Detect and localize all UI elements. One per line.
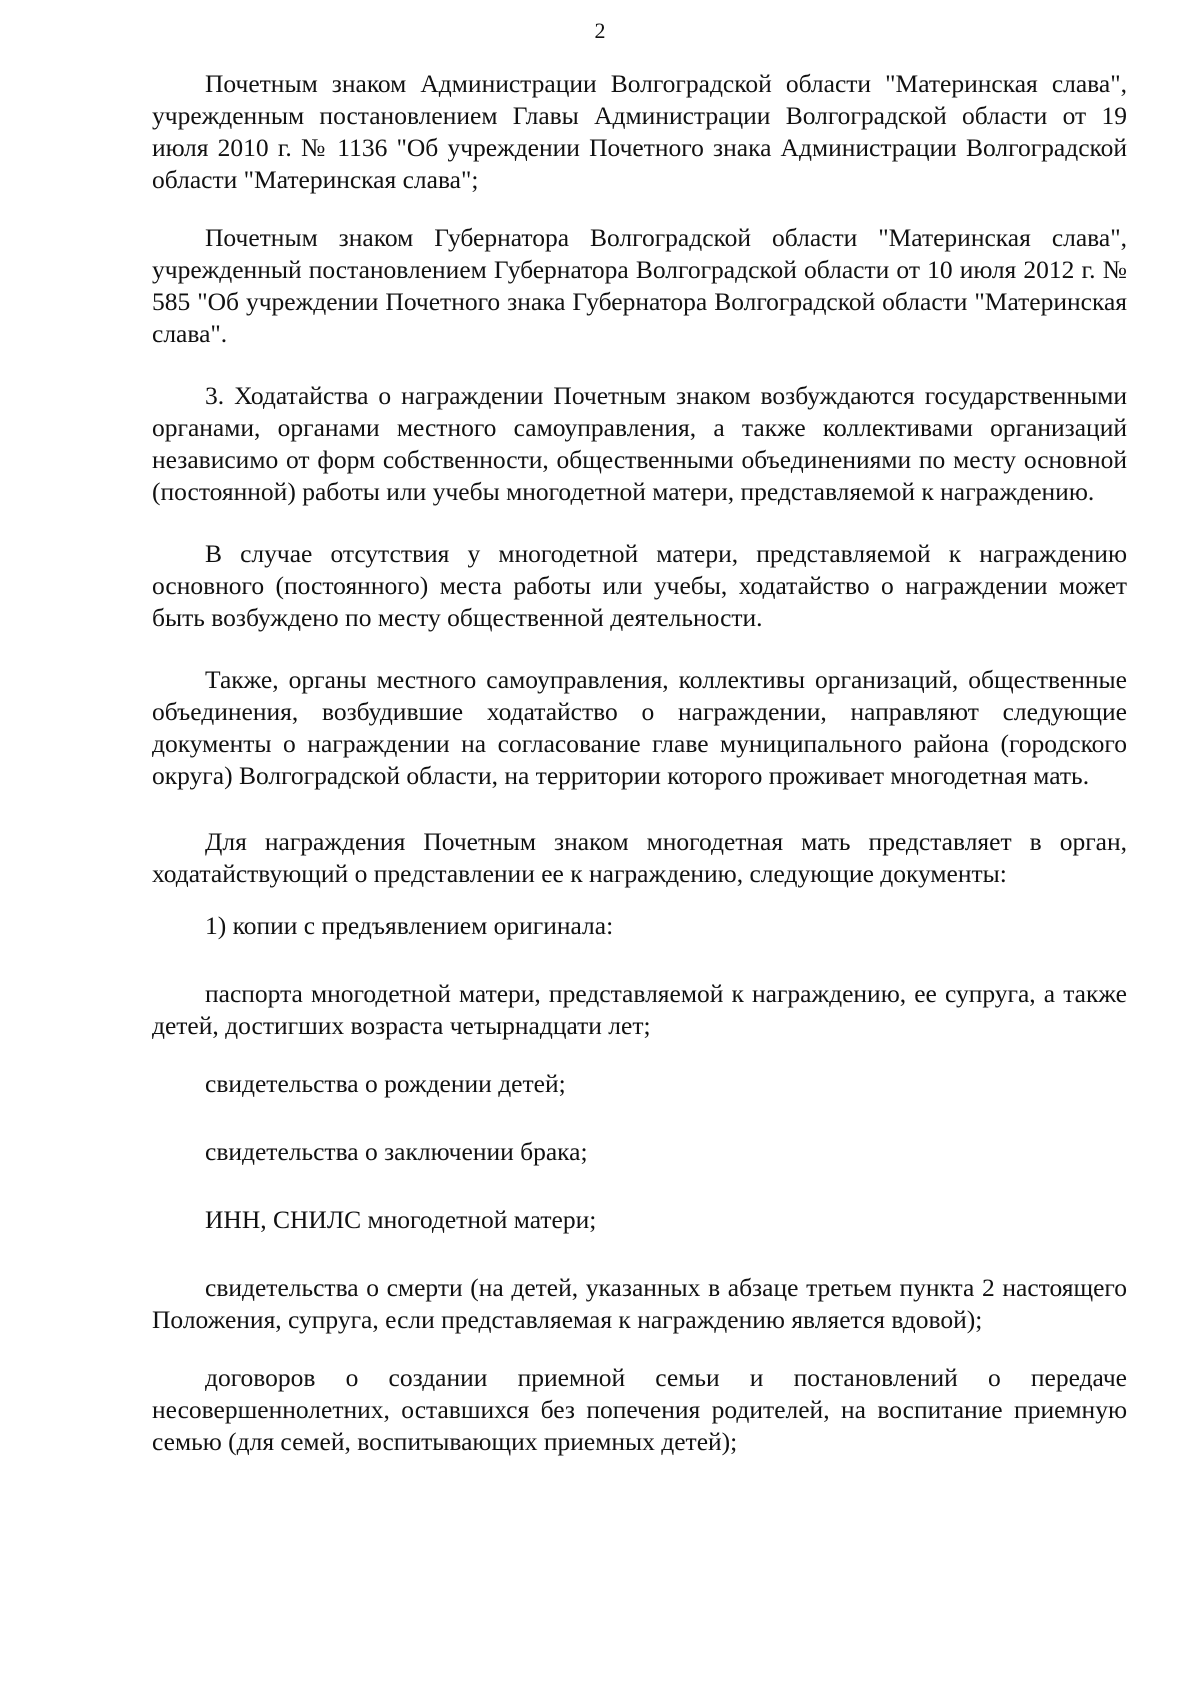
list-item-foster-family-contracts: договоров о создании приемной семьи и постановлений о передаче несовершеннолетних, оставшихся без попечения родителей, на воспитание приемную семью (для семей, воспитывающих приемных детей); — [152, 1363, 1127, 1456]
page-number: 2 — [594, 18, 606, 43]
list-item-copies: 1) копии с предъявлением оригинала: — [205, 911, 614, 940]
paragraph-item-3-petitions: 3. Ходатайства о награждении Почетным знаком возбуждаются государственными органами, органами местного самоуправления, а также коллективами организаций независимо от форм собственности, общественными объединениями по месту основной (постоянной) работы или учебы многодетной матери, представляемой к награждению. — [152, 381, 1127, 506]
paragraph-documents-intro: Для награждения Почетным знаком многодетная мать представляет в орган, ходатайствующий о представлении ее к награждению, следующие документы: — [152, 827, 1127, 888]
list-item-inn-snils: ИНН, СНИЛС многодетной матери; — [205, 1205, 597, 1234]
list-item-death-certificates: свидетельства о смерти (на детей, указанных в абзаце третьем пункта 2 настоящего Положения, супруга, если представляемая к награждению является вдовой); — [152, 1273, 1127, 1334]
paragraph-approval-head: Также, органы местного самоуправления, коллективы организаций, общественные объединения, возбудившие ходатайство о награждении, направляют следующие документы о награждении на согласование главе муниципального района (городского округа) Волгоградской области, на территории которого проживает многодетная мать. — [152, 665, 1127, 790]
paragraph-honor-badge-governor: Почетным знаком Губернатора Волгоградской области "Материнская слава", учрежденный постановлением Губернатора Волгоградской области от 10 июля 2012 г. № 585 "Об учреждении Почетного знака Губернатора Волгоградской области "Материнская слава". — [152, 223, 1127, 348]
document-body — [152, 68, 1127, 1484]
list-item-marriage-certificate: свидетельства о заключении брака; — [205, 1137, 588, 1166]
list-item-passports: паспорта многодетной матери, представляемой к награждению, ее супруга, а также детей, достигших возраста четырнадцати лет; — [152, 979, 1127, 1040]
paragraph-honor-badge-administration: Почетным знаком Администрации Волгоградской области "Материнская слава", учрежденным постановлением Главы Администрации Волгоградской области от 19 июля 2010 г. № 1136 "Об учреждении Почетного знака Администрации Волгоградской области "Материнская слава"; — [152, 69, 1127, 194]
list-item-birth-certificates: свидетельства о рождении детей; — [205, 1069, 566, 1098]
paragraph-no-workplace: В случае отсутствия у многодетной матери, представляемой к награждению основного (постоянного) места работы или учебы, ходатайство о награждении может быть возбуждено по месту общественной деятельности. — [152, 539, 1127, 632]
